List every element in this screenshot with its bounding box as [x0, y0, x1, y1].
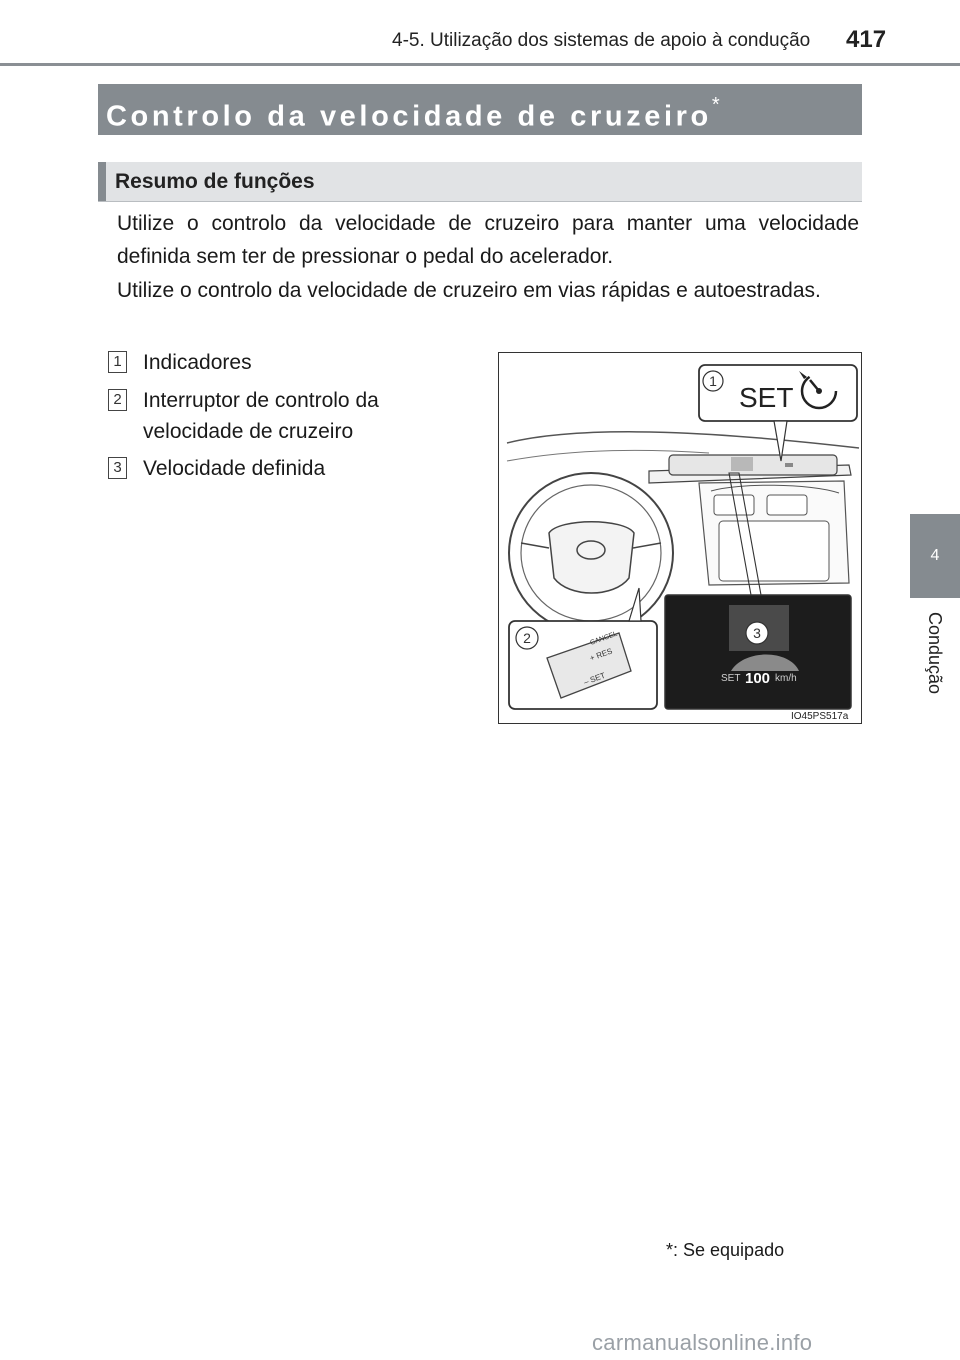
callout-2-pointer — [629, 588, 641, 621]
legend-number: 3 — [108, 457, 127, 479]
lever-res-label: + RES — [588, 646, 614, 663]
figure-code: IO45PS517a — [791, 711, 849, 722]
subsection-accent — [98, 162, 106, 201]
callout-3-number: 3 — [753, 625, 761, 641]
subsection-bar — [98, 162, 862, 202]
callout-1-number: 1 — [709, 373, 717, 389]
paragraph-1: Utilize o controlo da velocidade de cruzeiro para manter uma velocidade definida sem ter de pressionar o pedal do acelerador. — [117, 212, 859, 268]
lever-cancel-label: CANCEL — [589, 630, 619, 647]
meter-set-area — [731, 457, 753, 471]
page-title: Controlo da velocidade de cruzeiro — [106, 100, 712, 133]
display-speed-text: 100 — [745, 670, 771, 687]
legend-text: Velocidade definida — [143, 457, 326, 480]
legend-number: 1 — [108, 351, 127, 373]
watermark: carmanualsonline.info — [592, 1330, 813, 1355]
page-number: 417 — [846, 26, 887, 53]
vent-right — [767, 495, 807, 515]
paragraph-2: Utilize o controlo da velocidade de cruzeiro em vias rápidas e autoestradas. — [117, 279, 821, 302]
chapter-side-label: Condução — [925, 612, 945, 695]
legend-number: 2 — [108, 389, 127, 411]
legend-text: Indicadores — [143, 351, 252, 374]
legend-text: Interruptor de controlo da velocidade de cruzeiro — [143, 389, 379, 443]
header-rule — [0, 63, 960, 66]
steering-wheel-hub — [549, 522, 634, 593]
display-set-text: SET — [721, 673, 741, 684]
subsection-title: Resumo de funções — [115, 170, 315, 193]
dashboard-line — [507, 432, 859, 448]
figure-illustration — [499, 353, 861, 723]
footnote: *: Se equipado — [666, 1240, 785, 1260]
meter-small-mark — [785, 463, 793, 467]
set-indicator-text: SET — [739, 382, 794, 413]
display-unit-text: km/h — [775, 673, 797, 684]
center-screen — [719, 521, 829, 581]
cruise-control-figure — [498, 352, 862, 724]
chapter-side-tab: 4 — [910, 514, 960, 598]
page-title-bar — [98, 84, 862, 135]
callout-2-number: 2 — [523, 630, 531, 646]
header-section: 4-5. Utilização dos sistemas de apoio à condução — [392, 30, 811, 51]
lever-set-label: – SET — [582, 670, 607, 687]
title-footnote-marker: * — [711, 94, 720, 116]
